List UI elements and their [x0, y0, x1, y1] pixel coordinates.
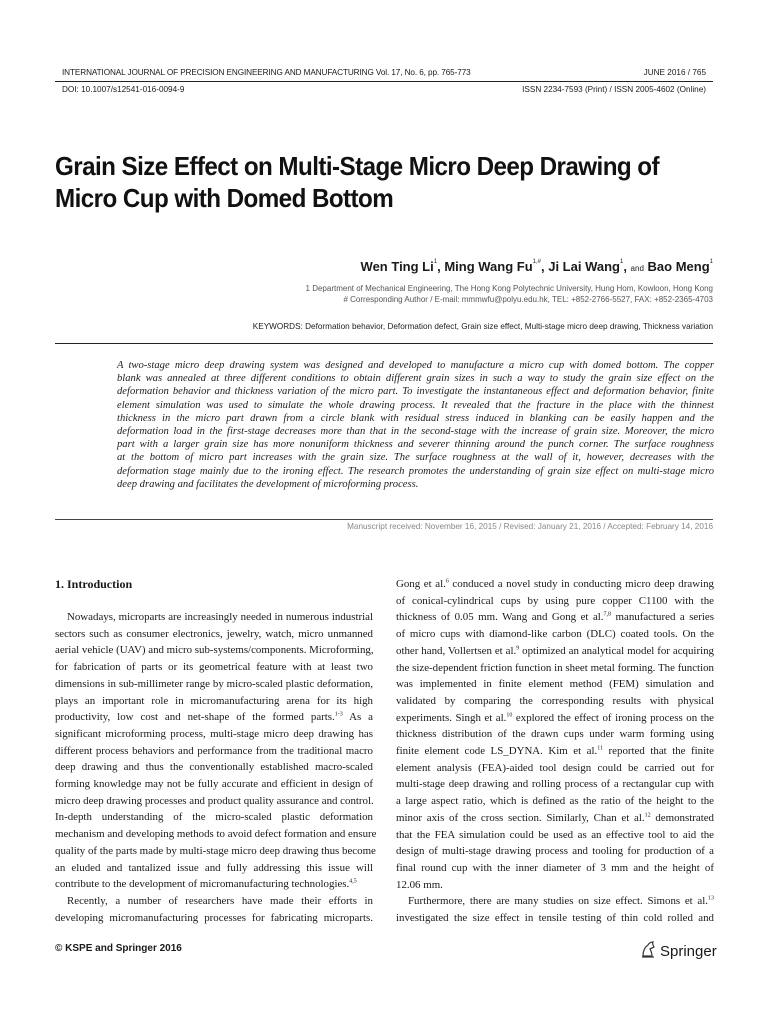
body-line: different process behaviors and performance from the traditional macro: [55, 744, 373, 757]
body-column-right: [396, 576, 714, 927]
body-text: design of multi-stage drawing process and tooling for production of a: [396, 845, 714, 858]
author-affil-mark: 1,#: [532, 259, 541, 265]
abstract-line: thickness in the micro part drawn from a circle blank with residual stress induced in blanking can be easily happen and the: [117, 412, 714, 424]
citation[interactable]: 11: [597, 745, 604, 752]
body-text: manufactured a series: [611, 611, 714, 624]
body-text: a large aspect ratio, which is defined as the ratio of the height to the: [396, 795, 714, 808]
body-line: dimensions in sub-millimeter range by micro-scaled plastic deformation,: [55, 677, 373, 690]
body-text: investigated the size effect in tensile testing of thin cold rolled and: [396, 912, 714, 925]
abstract-line: deformation behavior and thickness variation of the micro part. To investigate the instantaneous effect and deformation behavior, finite: [117, 386, 714, 398]
body-text: element analysis (FEA)-aided tool design could be carried out for: [396, 761, 714, 774]
body-text: experiments. Singh et al.: [396, 711, 507, 724]
body-text: optimized an analytical model for acquiring: [519, 644, 714, 657]
body-text: that the FEA simulation could be used as an effective tool to aid the: [396, 828, 714, 841]
body-line: [396, 743, 714, 760]
body-text: conduced a novel study in conducting micro deep drawing: [448, 578, 714, 590]
body-text: demonstrated: [650, 811, 714, 824]
citation[interactable]: 7,8: [603, 611, 612, 618]
body-line: aerial vehicle (UAV) and micro sub-systems/components. Microforming,: [55, 644, 374, 657]
header-rule: [55, 81, 713, 82]
body-text: the size-dependent friction function in sheet metal forming. The function: [396, 661, 714, 674]
abstract-line: at the bottom of micro part increases with the grain size. The surface roughness at the wall of it, however, decreases with the: [117, 452, 714, 464]
body-line: forming knowledge may not be fully accurate and efficient in design of: [55, 778, 373, 791]
publisher-name: Springer: [660, 942, 717, 960]
author-affil-mark: 1: [709, 259, 713, 265]
citation[interactable]: 12: [644, 812, 651, 819]
body-text: validated by comparing the corresponding results with physical: [396, 694, 714, 707]
body-line: developing micromanufacturing processes for fabricating microparts.: [55, 911, 373, 924]
author-name: Ji Lai Wang: [548, 259, 620, 274]
body-line: [396, 710, 714, 727]
body-line: [396, 810, 714, 827]
keywords: KEYWORDS: Deformation behavior, Deformation defect, Grain size effect, Multi-stage micro deep drawing, Thickness variation: [252, 322, 713, 331]
author-affil-mark: 1: [433, 259, 438, 265]
abstract-line: element simulation was used to simulate the whole drawing process. It revealed that the fracture in the place with the thinnest: [117, 399, 714, 411]
corresponding-author: # Corresponding Author / E-mail: mmmwfu@polyu.edu.hk, TEL: +852-2766-5527, FAX: +852-2365-4703: [343, 295, 713, 304]
paper-title: [55, 150, 687, 214]
author-name: Ming Wang Fu: [444, 259, 533, 274]
keywords-rule: [55, 343, 713, 344]
affiliation-line: 1 Department of Mechanical Engineering, The Hong Kong Polytechnic University, Hung Hom, Kowloon, Hong Kong: [305, 284, 713, 293]
doi[interactable]: DOI: 10.1007/s12541-016-0094-9: [62, 85, 185, 94]
body-text: Gong et al.: [396, 578, 446, 590]
body-text: other hand, Vollertsen et al.: [396, 644, 517, 657]
body-line: for fabrication of parts or its geometrical feature with at least two: [55, 661, 373, 674]
publisher-logo[interactable]: [640, 940, 717, 962]
body-line: In-depth understanding of the micro-scaled plastic deformation: [55, 811, 373, 824]
body-line: [55, 709, 373, 726]
citation[interactable]: 10: [506, 712, 513, 718]
abstract-line: deformation stage mainly due to the ironing effect. The research promotes the understanding of grain size effect on multi-stage micro: [117, 465, 714, 477]
citation[interactable]: 13: [708, 895, 714, 902]
abstract-line: blank was annealed at three different conditions to obtain different grain sizes in such a way to study the grain size effect on the: [117, 373, 714, 385]
body-text: As a: [349, 711, 373, 724]
body-line: an eluded and tantalized issue and fully addressing this issue will: [55, 861, 373, 874]
author-name: Bao Meng: [647, 259, 710, 274]
body-text: thickness of 0.05 mm. Wang and Gong et al.: [396, 611, 604, 624]
springer-horse-icon: [640, 940, 656, 962]
title-line: Grain Size Effect on Multi-Stage Micro Deep Drawing of: [55, 151, 659, 181]
body-line: [396, 660, 714, 677]
author-conjunction: and: [630, 264, 644, 273]
body-line: [396, 726, 714, 743]
body-line: quality of the parts made by multi-stage micro deep drawing thus become: [55, 844, 376, 857]
body-line: [396, 827, 714, 844]
body-line: Nowadays, microparts are increasingly needed in numerous industrial: [67, 611, 373, 623]
body-line: [396, 693, 714, 710]
body-line: significant microforming process, multi-stage micro deep drawing has: [55, 727, 373, 740]
body-text: of conical-cylindrical cups by using pure copper C1100 with the: [396, 594, 714, 607]
body-text: Furthermore, there are many studies on size effect. Simons et al.: [408, 895, 708, 908]
section-heading: 1. Introduction: [55, 577, 133, 591]
body-line: [55, 876, 373, 893]
body-line: [396, 576, 714, 593]
abstract-line: deformation load in the first-stage decreases more than that in the second-stage with the increase of grain size. Moreover, the micro: [117, 426, 714, 438]
body-text: of micro cups with diamond-like carbon (DLC) coated tools. On the: [396, 628, 714, 641]
body-line: [396, 593, 714, 610]
body-line: [396, 760, 714, 777]
citation[interactable]: 4,5: [349, 878, 357, 885]
body-text: productivity, low cost and net-shape of the formed parts.: [55, 711, 335, 724]
body-text: was implemented in finite element method (FEM) simulation and: [396, 678, 714, 691]
author-affil-mark: 1: [619, 259, 624, 265]
manuscript-dates: Manuscript received: November 16, 2015 / Revised: January 21, 2016 / Accepted: February 14, 2016: [347, 522, 713, 531]
abstract: [117, 359, 714, 491]
body-text: reported that the finite: [603, 745, 714, 758]
body-line: [396, 643, 714, 660]
body-line: [396, 676, 714, 693]
body-line: [396, 860, 714, 877]
body-column-left: [55, 609, 377, 926]
body-text: thickness distribution of the drawn cups under warm forming using: [396, 728, 714, 741]
body-text: minor axis of the cross section. Similarly, Chan et al.: [396, 811, 645, 824]
body-line: [396, 843, 714, 860]
body-line: mechanism and developing methods to avoid defect formation and ensure: [55, 828, 377, 841]
body-text: contribute to the development of micromanufacturing technologies.: [55, 878, 350, 891]
body-text: 12.06 mm.: [396, 878, 443, 891]
body-line: micro deep drawing processes and product quality assurance and control.: [55, 794, 374, 807]
body-line: [396, 877, 714, 894]
citation[interactable]: 6: [445, 578, 449, 585]
body-line: [396, 793, 714, 810]
body-line: Recently, a number of researchers have made their efforts in: [67, 894, 373, 907]
author-name: Wen Ting Li: [360, 259, 434, 274]
body-text: final round cup with the inner diameter of 3 mm and the height of: [396, 861, 714, 874]
copyright: © KSPE and Springer 2016: [55, 943, 182, 954]
citation[interactable]: 9: [516, 645, 520, 652]
abstract-line: deep drawing and facilitates the development of microforming process.: [117, 478, 419, 490]
issn: ISSN 2234-7593 (Print) / ISSN 2005-4602 (Online): [522, 85, 706, 94]
body-line: plays an important role in micromanufacturing arena for its high: [55, 694, 373, 707]
body-line: [396, 910, 714, 927]
journal-header: INTERNATIONAL JOURNAL OF PRECISION ENGINEERING AND MANUFACTURING Vol. 17, No. 6, pp. 765-773: [62, 68, 471, 77]
citation[interactable]: 1-3: [334, 711, 343, 718]
abstract-line: A two-stage micro deep drawing system was designed and developed to manufacture a micro cup with domed bottom. The copper: [117, 360, 714, 371]
body-line: [396, 776, 714, 793]
body-line: sectors such as consumer electronics, jewelry, watch, micro unmanned: [55, 627, 373, 640]
body-line: [396, 609, 714, 626]
title-line: Micro Cup with Domed Bottom: [55, 183, 394, 213]
body-line: deep drawing and thus the conventionally established macro-scaled: [55, 761, 373, 774]
body-line: [396, 626, 714, 643]
body-text: explored the effect of ironing process on the: [512, 711, 714, 724]
author-list: Wen Ting Li$^1$, Ming Wang $Fu^{1,\#}$, Ji Lai Wang$^1$, and Bao Meng$^1$: [360, 259, 713, 274]
abstract-rule: [55, 519, 713, 520]
abstract-line: part with a larger grain size has more nonuniform thickness and severer thinning around the punch corner. The surface roughness: [117, 439, 714, 451]
affiliations: [306, 283, 713, 305]
body-text: finite element code LS_DYNA. Kim et al.: [396, 745, 598, 758]
body-line: [396, 893, 714, 910]
body-text: multi-stage deep drawing and rolling process of a rectangular cup with: [396, 778, 714, 791]
issue-page: JUNE 2016 / 765: [643, 68, 706, 77]
